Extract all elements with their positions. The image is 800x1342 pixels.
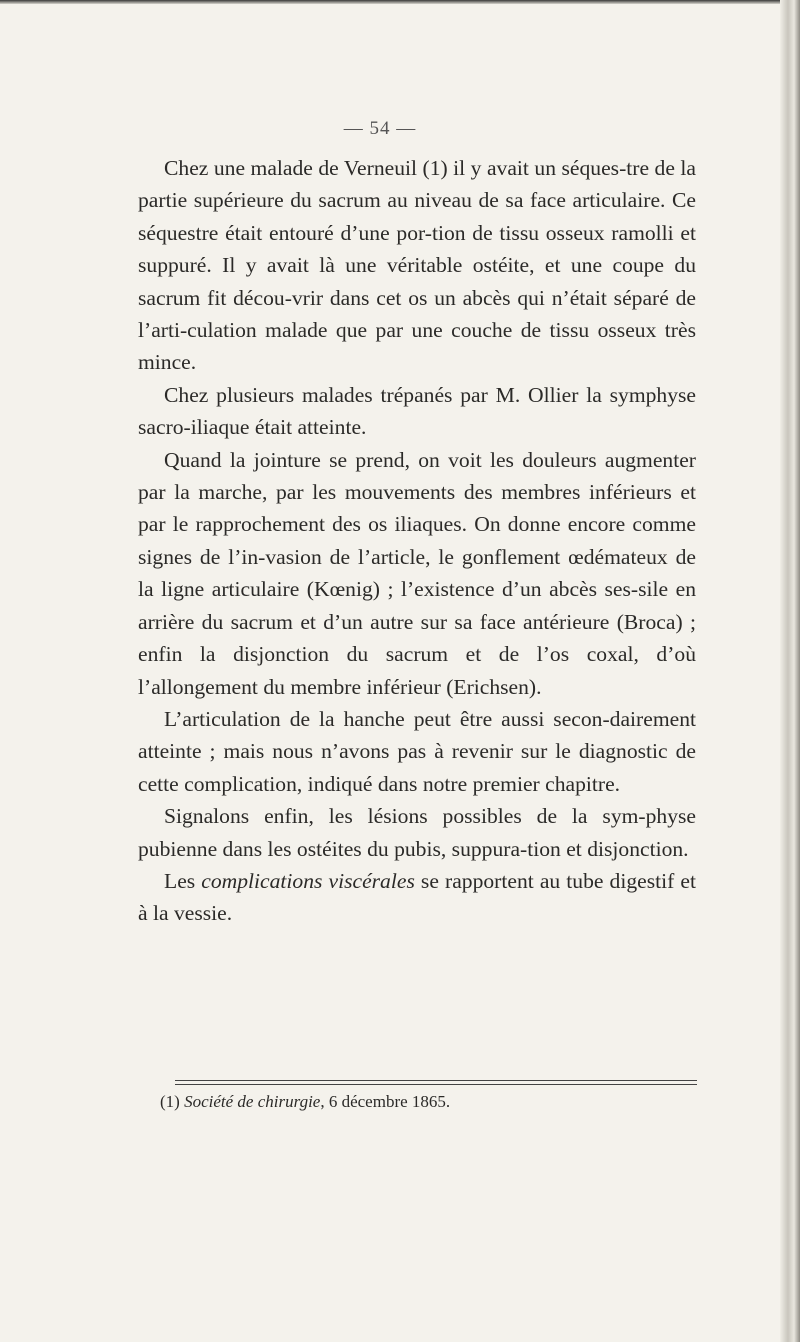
footnote-marker: (1)	[160, 1092, 185, 1111]
footnote	[160, 1090, 700, 1114]
paragraph-pubic-symphysis: Signalons enfin, les lésions possibles de la sym-physe pubienne dans les ostéites du pubis, suppura-tion et disjonction.	[138, 804, 696, 861]
paragraph-ollier: Chez plusieurs malades trépanés par M. Ollier la symphyse sacro-iliaque était atteinte.	[138, 382, 696, 440]
footnote-source: Société de chirurgie	[184, 1092, 321, 1111]
visceral-emphasis: complications viscérales	[201, 868, 415, 893]
paragraph-symptoms: Quand la jointure se prend, on voit les douleurs augmenter par la marche, par les mouvements des membres inférieurs et par le rapprochement des os iliaques. On donne encore comme signes de l’in-vasion de l’article, le gonflement œdémateux de la ligne articulaire (Kœnig) ; l’existence d’un abcès ses-sile en arrière du sacrum et d’un autre sur sa face antérieure (Broca) ; enfin la disjonction du sacrum et de l’os coxal, d’où l’allongement du membre inférieur (Erichsen).	[138, 447, 696, 699]
page-top-edge	[0, 0, 800, 4]
footnote-date: , 6 décembre 1865.	[320, 1092, 451, 1111]
paragraph-verneuil: Chez une malade de Verneuil (1) il y avait un séques-tre de la partie supérieure du sacrum au niveau de sa face articulaire. Ce séquestre était entouré d’une por-tion de tissu osseux ramolli et suppuré. Il y avait là une véritable ostéite, et une coupe du sacrum fit décou-vrir dans cet os un abcès qui n’était séparé de l’arti-culation malade que par une couche de tissu osseux très mince.	[138, 156, 696, 375]
paragraph-visceral	[138, 865, 696, 930]
footnote-rule-second	[175, 1084, 697, 1085]
visceral-prefix: Les	[164, 868, 202, 893]
body-text	[138, 152, 696, 930]
page-number: — 54 —	[343, 118, 417, 139]
page-binding-edge	[780, 0, 800, 1342]
footnote-rule	[175, 1080, 697, 1081]
paragraph-hip: L’articulation de la hanche peut être aussi secon-dairement atteinte ; mais nous n’avons pas à revenir sur le diagnostic de cette complication, indiqué dans notre premier chapitre.	[138, 706, 696, 796]
visceral-suffix: se rapportent au tube digestif et à la vessie.	[138, 868, 696, 926]
